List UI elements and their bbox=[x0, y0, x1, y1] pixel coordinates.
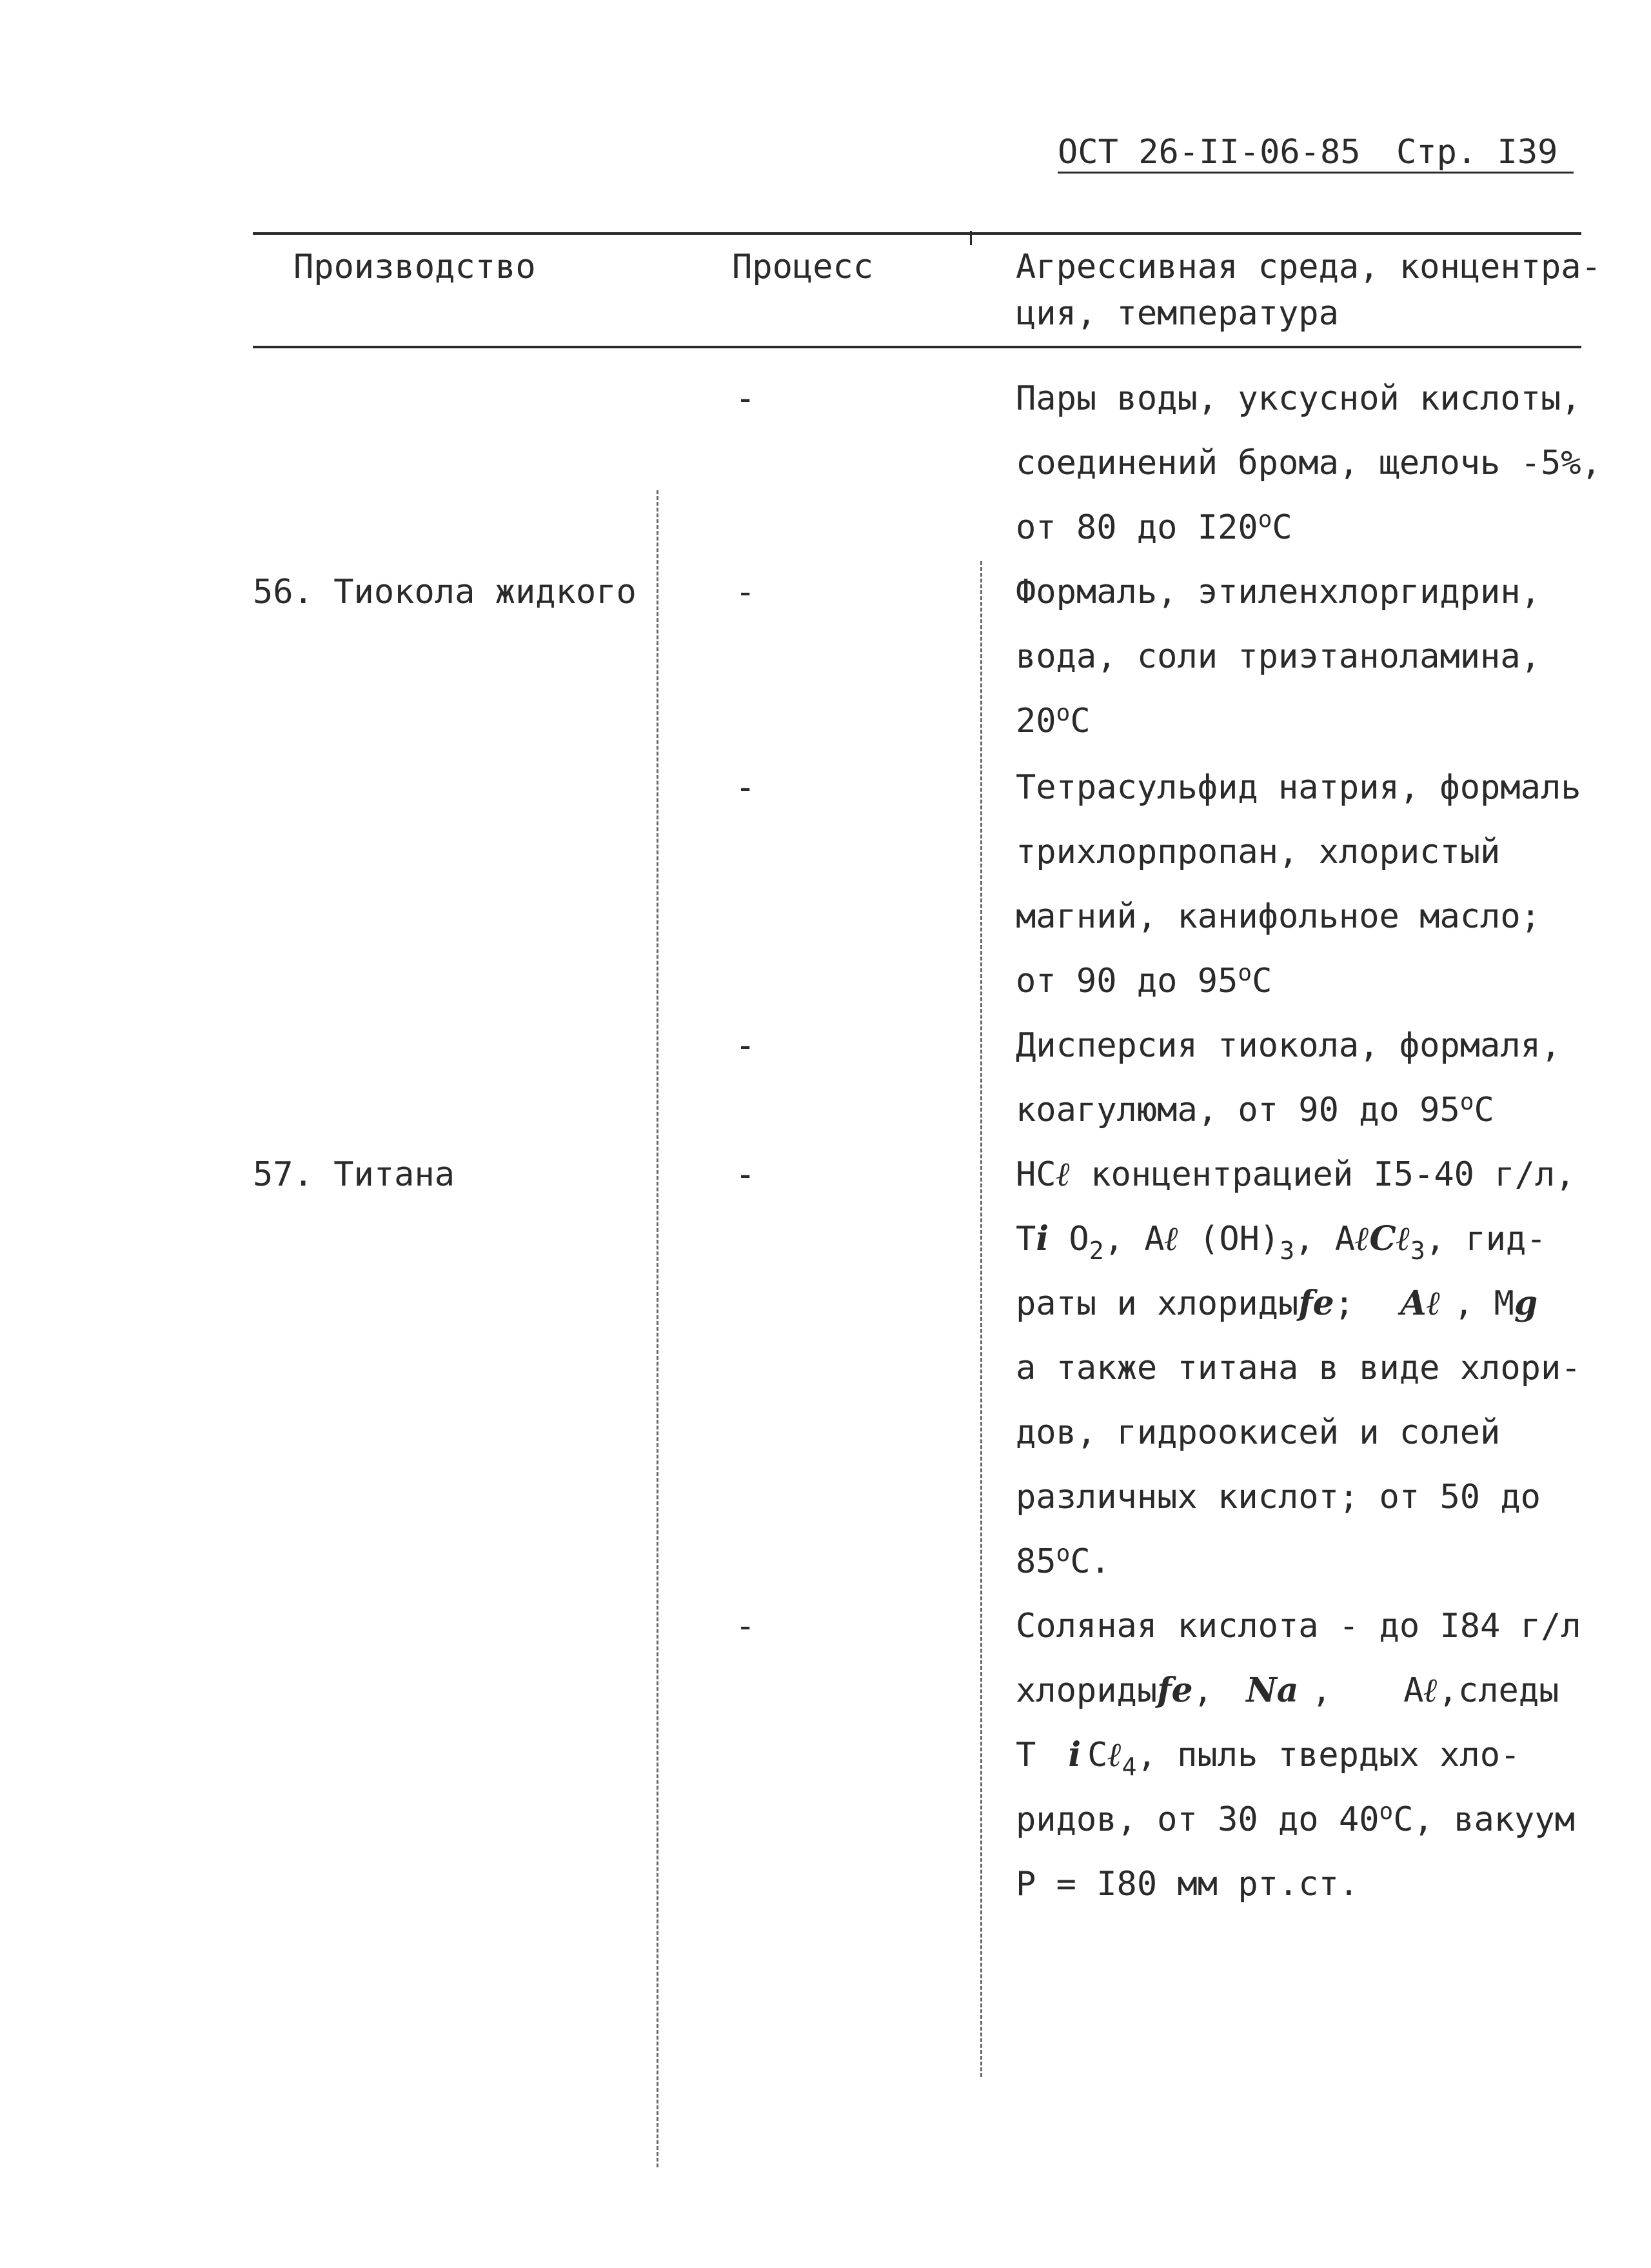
handwritten-symbol: ℓ bbox=[1423, 1671, 1438, 1710]
column-header-production: Производство bbox=[293, 248, 536, 286]
medium-line: соединений брома, щелочь -5%, bbox=[1016, 444, 1601, 482]
table-header-rule bbox=[253, 346, 1581, 348]
temp-text: коагулюма, от 90 до 95 bbox=[1016, 1091, 1460, 1129]
process-dash: - bbox=[735, 379, 756, 418]
medium-line: различных кислот; от 50 до bbox=[1016, 1478, 1541, 1517]
medium-line bbox=[1016, 1671, 1559, 1710]
production-name: 56. Тиокола жидкого bbox=[253, 573, 637, 612]
subscript: 3 bbox=[1280, 1237, 1295, 1265]
formula-text: Т bbox=[1016, 1736, 1036, 1775]
medium-line-temp bbox=[1016, 1540, 1111, 1582]
temp-text: от 90 до 95 bbox=[1016, 962, 1238, 1000]
table-top-rule bbox=[253, 232, 1581, 235]
formula-text: ,следы bbox=[1438, 1671, 1559, 1710]
formula-text: Т bbox=[1016, 1220, 1036, 1258]
subscript: 4 bbox=[1122, 1753, 1137, 1781]
temp-text: от 80 до I20 bbox=[1016, 508, 1258, 547]
unit: С bbox=[1272, 508, 1292, 547]
medium-line bbox=[1016, 1735, 1521, 1781]
medium-line: Дисперсия тиокола, формаля, bbox=[1016, 1026, 1561, 1065]
medium-line: Соляная кислота - до I84 г/л bbox=[1016, 1607, 1581, 1646]
process-dash: - bbox=[735, 1026, 756, 1065]
temp-text: 85 bbox=[1016, 1542, 1056, 1581]
formula-text: C bbox=[1087, 1736, 1108, 1775]
medium-line: трихлорпропан, хлористый bbox=[1016, 833, 1501, 871]
formula-text: хлориды bbox=[1016, 1671, 1158, 1710]
degree-sign: о bbox=[1238, 960, 1252, 986]
temp-text: 20 bbox=[1016, 702, 1056, 741]
medium-line: Пары воды, уксусной кислоты, bbox=[1016, 379, 1581, 418]
medium-line-temp bbox=[1016, 506, 1292, 548]
handwritten-symbol: fe bbox=[1157, 1671, 1193, 1710]
handwritten-symbol: Na bbox=[1246, 1671, 1299, 1710]
formula-text: (OH) bbox=[1178, 1220, 1280, 1258]
formula-text: раты и хлориды bbox=[1016, 1284, 1299, 1323]
medium-line: магний, канифольное масло; bbox=[1016, 897, 1541, 936]
production-name: 57. Титана bbox=[253, 1155, 455, 1194]
column-separator-1 bbox=[657, 490, 658, 2167]
header-underline bbox=[1058, 172, 1574, 174]
formula-text: , A bbox=[1103, 1220, 1165, 1258]
handwritten-symbol: ℓ bbox=[1355, 1219, 1370, 1258]
subscript: 2 bbox=[1089, 1237, 1104, 1265]
medium-line bbox=[1016, 1155, 1576, 1194]
degree-sign: о bbox=[1459, 1089, 1474, 1115]
formula-text: ; bbox=[1334, 1284, 1355, 1323]
formula-text: концентрацией I5-40 г/л, bbox=[1070, 1155, 1576, 1194]
formula-text: , A bbox=[1294, 1220, 1356, 1258]
column-separator-2 bbox=[980, 561, 982, 2077]
handwritten-symbol: i bbox=[1036, 1219, 1049, 1258]
document-id: ОСТ 26-II-06-85 bbox=[1058, 133, 1361, 172]
formula-text: , M bbox=[1453, 1284, 1514, 1323]
column-header-medium-line2: ция, температура bbox=[1016, 294, 1339, 333]
column-header-process: Процесс bbox=[732, 248, 874, 286]
unit: С. bbox=[1070, 1542, 1111, 1581]
medium-line: Тетрасульфид натрия, формаль bbox=[1016, 768, 1581, 807]
formula-text: A bbox=[1403, 1671, 1424, 1710]
medium-line: а также титана в виде хлори- bbox=[1016, 1349, 1581, 1388]
handwritten-symbol: ℓ bbox=[1107, 1735, 1122, 1775]
column-header-medium-line1: Агрессивная среда, концентра- bbox=[1016, 248, 1601, 286]
formula-text: , bbox=[1192, 1671, 1213, 1710]
process-dash: - bbox=[735, 573, 756, 612]
handwritten-symbol: fe bbox=[1298, 1284, 1334, 1323]
formula-text: , гид- bbox=[1425, 1220, 1547, 1258]
medium-line-temp bbox=[1016, 1798, 1575, 1840]
header-tick bbox=[970, 231, 972, 245]
handwritten-symbol: i bbox=[1068, 1735, 1082, 1775]
unit: С, вакуум bbox=[1393, 1800, 1575, 1839]
medium-line bbox=[1016, 1284, 1538, 1323]
page-number: Стр. I39 bbox=[1396, 133, 1558, 172]
formula-text: O bbox=[1049, 1220, 1089, 1258]
unit: С bbox=[1474, 1091, 1494, 1129]
degree-sign: о bbox=[1258, 506, 1272, 533]
degree-sign: о bbox=[1056, 700, 1071, 726]
process-dash: - bbox=[735, 1155, 756, 1194]
handwritten-symbol: ℓ bbox=[1056, 1155, 1071, 1194]
unit: С bbox=[1252, 962, 1272, 1000]
formula-text: , пыль твердых хло- bbox=[1136, 1736, 1521, 1775]
handwritten-symbol: ℓ bbox=[1164, 1219, 1179, 1258]
unit: С bbox=[1070, 702, 1091, 741]
medium-line: Р = I80 мм рт.ст. bbox=[1016, 1865, 1359, 1904]
formula-text: НС bbox=[1016, 1155, 1056, 1194]
degree-sign: о bbox=[1379, 1798, 1394, 1825]
medium-line-temp bbox=[1016, 960, 1272, 1002]
medium-line: Формаль, этиленхлоргидрин, bbox=[1016, 573, 1541, 612]
temp-text: ридов, от 30 до 40 bbox=[1016, 1800, 1379, 1839]
process-dash: - bbox=[735, 768, 756, 807]
handwritten-symbol: g bbox=[1514, 1284, 1538, 1323]
handwritten-symbol: Cℓ bbox=[1369, 1219, 1410, 1258]
degree-sign: о bbox=[1056, 1540, 1071, 1567]
formula-text: , bbox=[1311, 1671, 1332, 1710]
medium-line: вода, соли триэтаноламина, bbox=[1016, 637, 1541, 676]
medium-line-temp bbox=[1016, 700, 1091, 742]
process-dash: - bbox=[735, 1607, 756, 1646]
medium-line-temp bbox=[1016, 1089, 1494, 1131]
medium-line: дов, гидроокисей и солей bbox=[1016, 1413, 1501, 1452]
subscript: 3 bbox=[1410, 1237, 1425, 1265]
handwritten-symbol: Aℓ bbox=[1400, 1284, 1441, 1323]
medium-line bbox=[1016, 1219, 1547, 1265]
